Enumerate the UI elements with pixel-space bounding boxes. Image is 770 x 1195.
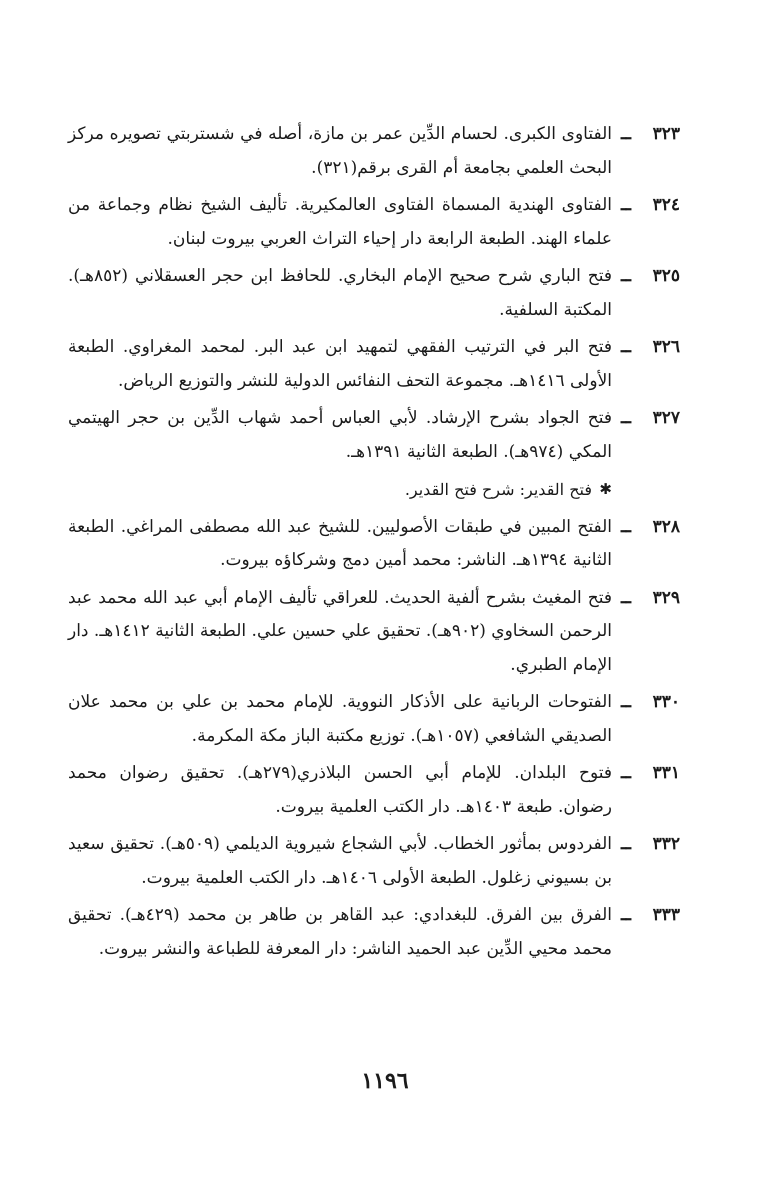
entry-dash: ــ	[621, 763, 631, 783]
entry-dash: ــ	[621, 834, 631, 854]
entry-text: فتح الباري شرح صحيح الإمام البخاري. للحافظ ابن حجر العسقلاني (٨٥٢هـ). المكتبة السلفية.	[68, 266, 612, 320]
entry-dash: ــ	[621, 692, 631, 712]
cross-reference-text: فتح القدير: شرح فتح القدير.	[404, 480, 592, 499]
bibliography-entry	[68, 189, 680, 256]
bibliography-entry	[68, 118, 680, 185]
entry-dash: ــ	[621, 195, 631, 215]
entry-number: ٣٣٠	[652, 692, 680, 712]
entry-dash: ــ	[621, 124, 631, 144]
bibliography-entry	[68, 582, 680, 683]
entry-text: الفتح المبين في طبقات الأصوليين. للشيخ عبد الله مصطفى المراغي. الطبعة الثانية ١٣٩٤هـ. الناشر: محمد أمين دمج وشركاؤه بيروت.	[68, 516, 612, 570]
entry-number: ٣٣٢	[652, 834, 680, 854]
bibliography-entry	[68, 686, 680, 753]
entry-text: فتح المغيث بشرح ألفية الحديث. للعراقي تأليف الإمام أبي عبد الله محمد عبد الرحمن السخاوي (٩٠٢هـ). تحقيق علي حسين علي. الطبعة الثانية ١٤١٢هـ. دار الإمام الطبري.	[68, 587, 612, 675]
entry-dash: ــ	[621, 587, 631, 608]
bibliography-page	[68, 118, 680, 966]
entry-text: الفتاوى الهندية المسماة الفتاوى العالمكيرية. تأليف الشيخ نظام وجماعة من علماء الهند. الطبعة الرابعة دار إحياء التراث العربي بيروت لبنان.	[68, 195, 612, 249]
bibliography-entry	[68, 511, 680, 578]
entry-text: فتح البر في الترتيب الفقهي لتمهيد ابن عبد البر. لمحمد المغراوي. الطبعة الأولى ١٤١٦هـ. مجموعة التحف النفائس الدولية للنشر والتوزيع الرياض.	[68, 337, 612, 391]
entry-text: الفردوس بمأثور الخطاب. لأبي الشجاع شيروية الديلمي (٥٠٩هـ). تحقيق سعيد بن بسيوني زغلول. الطبعة الأولى ١٤٠٦هـ. دار الكتب العلمية بيروت.	[68, 834, 613, 888]
bibliography-entry	[68, 757, 680, 824]
entry-number: ٣٢٧	[652, 408, 680, 428]
bibliography-entry	[68, 331, 680, 398]
entry-text: فتوح البلدان. للإمام أبي الحسن البلاذري(٢٧٩هـ). تحقيق رضوان محمد رضوان. طبعة ١٤٠٣هـ. دار الكتب العلمية بيروت.	[68, 763, 612, 817]
cross-reference-note	[68, 473, 680, 507]
entry-dash: ــ	[621, 408, 631, 428]
bibliography-entry	[68, 260, 680, 327]
entry-dash: ــ	[621, 266, 631, 286]
entry-dash: ــ	[621, 337, 631, 357]
entry-dash: ــ	[621, 905, 631, 925]
entry-text: الفتاوى الكبرى. لحسام الدِّين عمر بن مازة، أصله في شستربتي تصويره مركز البحث العلمي بجامعة أم القرى برقم(٣٢١).	[68, 124, 612, 178]
page-number: ١١٩٦	[361, 1068, 409, 1094]
entry-dash: ــ	[621, 516, 631, 537]
asterisk-icon: ✱	[599, 480, 612, 498]
entry-number: ٣٣١	[652, 763, 680, 783]
entry-text: الفرق بين الفرق. للبغدادي: عبد القاهر بن طاهر بن محمد (٤٢٩هـ). تحقيق محمد محيي الدِّين عبد الحميد الناشر: دار المعرفة للطباعة والنشر بيروت.	[68, 905, 612, 959]
entry-number: ٣٢٦	[652, 337, 680, 357]
entry-number: ٣٢٣	[652, 124, 680, 144]
entry-text: الفتوحات الربانية على الأذكار النووية. للإمام محمد بن علي بن محمد علان الصديقي الشافعي (١٠٥٧هـ). توزيع مكتبة الباز مكة المكرمة.	[68, 692, 612, 746]
entry-number: ٣٢٩	[652, 587, 680, 608]
bibliography-entry	[68, 402, 680, 469]
entry-number: ٣٢٤	[652, 195, 680, 215]
entry-number: ٣٢٥	[652, 266, 680, 286]
bibliography-entry	[68, 899, 680, 966]
entry-number: ٣٢٨	[652, 516, 680, 537]
entry-number: ٣٣٣	[652, 905, 680, 925]
bibliography-entry	[68, 828, 680, 895]
entry-text: فتح الجواد بشرح الإرشاد. لأبي العباس أحمد شهاب الدِّين بن حجر الهيتمي المكي (٩٧٤هـ). الطبعة الثانية ١٣٩١هـ.	[68, 408, 612, 462]
